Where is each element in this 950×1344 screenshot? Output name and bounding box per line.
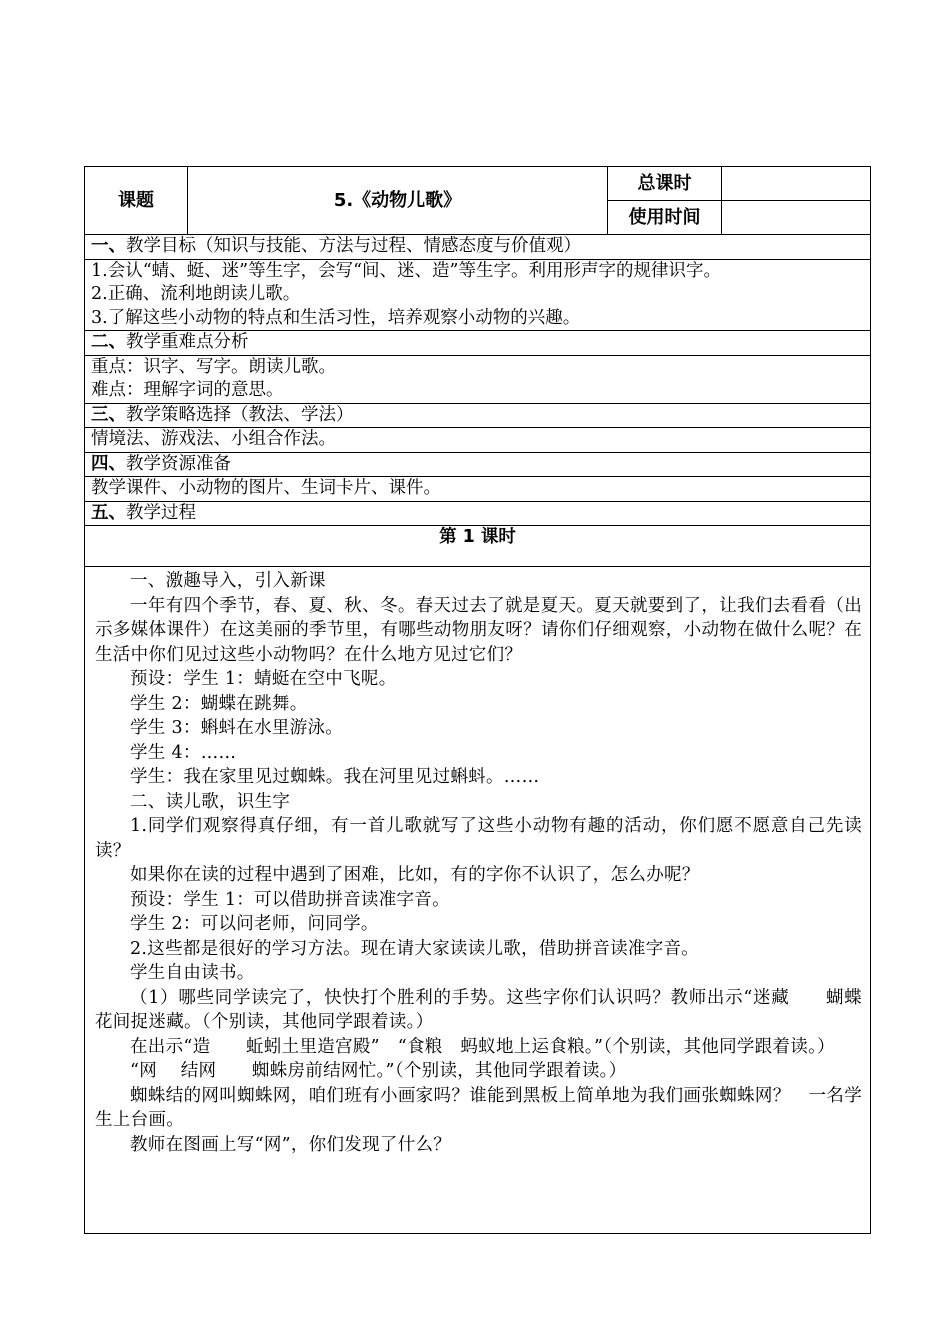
process-content: [85, 567, 871, 1234]
section-line: 2.正确、流利地朗读儿歌。: [91, 284, 301, 304]
section-number: 一、: [91, 236, 126, 256]
section-heading-row: [85, 501, 871, 526]
section-heading-text: 教学策略选择（教法、学法）: [126, 404, 354, 425]
process-paragraph: 学生：我在家里见过蜘蛛。我在河里见过蝌蚪。……: [130, 767, 540, 787]
section-content: [85, 477, 871, 502]
process-paragraph: 一年有四个季节，春、夏、秋、冬。春天过去了就是夏天。夏天就要到了，让我们去看看（出示多媒体课件）在这美丽的季节里，有哪些动物朋友呀？请你们仔细观察，小动物在做什么呢？在生活中你们见过这些小动物吗？在什么地方见过它们？: [95, 595, 862, 665]
section-heading-row: [85, 403, 871, 428]
section-content-row: [85, 428, 871, 453]
process-paragraph: 学生 2：可以问老师，问同学。: [130, 914, 379, 934]
section-content: [85, 428, 871, 453]
lesson-plan-table: [84, 166, 871, 1234]
process-paragraph: 2.这些都是很好的学习方法。现在请大家读读儿歌，借助拼音读准字音。: [130, 938, 700, 959]
use-time-value: [722, 201, 871, 235]
process-paragraph: 1.同学们观察得真仔细，有一首儿歌就写了这些小动物有趣的活动，你们愿不愿意自己先读读？: [95, 816, 862, 861]
process-paragraph: 学生 2：蝴蝶在跳舞。: [130, 693, 308, 714]
section-number: 四、: [91, 453, 126, 474]
section-heading: [85, 235, 871, 260]
section-heading: [85, 501, 871, 526]
process-paragraph: 预设：学生 1：可以借助拼音读准字音。: [130, 889, 450, 910]
section-line: 1.会认“蜻、蜓、迷”等生字，会写“间、迷、造”等生字。利用形声字的规律识字。: [91, 260, 721, 281]
section-heading: [85, 452, 871, 477]
section-heading-text: 教学目标（知识与技能、方法与过程、情感态度与价值观）: [126, 236, 581, 256]
process-paragraph: （1）哪些同学读完了，快快打个胜利的手势。这些字你们认识吗？教师出示“迷藏 蝴蝶花间捉迷藏。（个别读，其他同学跟着读。）: [95, 987, 862, 1032]
section-heading-row: [85, 331, 871, 356]
process-paragraph: 蜘蛛结的网叫蜘蛛网，咱们班有小画家吗？谁能到黑板上简单地为我们画张蜘蛛网？ 一名学生上台画。: [95, 1085, 862, 1130]
lesson-title: 5.《动物儿歌》: [188, 167, 608, 235]
total-hours-label: 总课时: [608, 167, 722, 201]
process-paragraph: 如果你在读的过程中遇到了困难，比如，有的字你不认识了，怎么办呢？: [130, 865, 700, 885]
process-paragraph: 教师在图画上写“网”，你们发现了什么？: [130, 1134, 452, 1155]
process-paragraph: 学生 4：……: [130, 742, 237, 763]
lesson-plan-sheet: [84, 166, 870, 1234]
section-number: 二、: [91, 332, 126, 352]
section-heading: [85, 331, 871, 356]
lesson-period-row: [85, 526, 871, 567]
use-time-label: 使用时间: [608, 201, 722, 235]
section-line: 难点：理解字词的意思。: [91, 380, 284, 400]
process-paragraph: 预设：学生 1：蜻蜓在空中飞呢。: [130, 669, 397, 689]
section-line: 3.了解这些小动物的特点和生活习性，培养观察小动物的兴趣。: [91, 307, 581, 328]
section-heading-text: 教学重难点分析: [126, 332, 249, 352]
section-line: 重点：识字、写字。朗读儿歌。: [91, 356, 336, 377]
total-hours-value: [722, 167, 871, 201]
section-heading-row: [85, 452, 871, 477]
header-row-1: [85, 167, 871, 201]
section-line: 教学课件、小动物的图片、生词卡片、课件。: [91, 478, 441, 498]
section-heading-text: 教学资源准备: [126, 453, 231, 474]
process-paragraph: 学生 3：蝌蚪在水里游泳。: [130, 718, 344, 738]
process-paragraph: 在出示“造 蚯蚓土里造宫殿” “食粮 蚂蚁地上运食粮。”（个别读，其他同学跟着读。）: [130, 1036, 835, 1057]
section-number: 三、: [91, 404, 126, 425]
section-content-row: [85, 477, 871, 502]
section-content: [85, 355, 871, 403]
section-heading: [85, 403, 871, 428]
section-heading-row: [85, 235, 871, 260]
section-line: 情境法、游戏法、小组合作法。: [91, 429, 336, 449]
section-content-row: [85, 355, 871, 403]
section-content-row: [85, 259, 871, 331]
section-number: 五、: [91, 502, 126, 523]
process-paragraph: 二、读儿歌，识生字: [130, 791, 291, 812]
process-row: [85, 567, 871, 1234]
topic-label: 课题: [85, 167, 188, 235]
section-heading-text: 教学过程: [126, 502, 196, 523]
lesson-period-title: 第 1 课时: [85, 526, 871, 567]
section-content: [85, 259, 871, 331]
process-paragraph: 学生自由读书。: [130, 963, 255, 983]
process-paragraph: 一、激趣导入，引入新课: [130, 571, 326, 591]
process-paragraph: “网 结网 蜘蛛房前结网忙。”（个别读，其他同学跟着读。）: [130, 1061, 627, 1081]
